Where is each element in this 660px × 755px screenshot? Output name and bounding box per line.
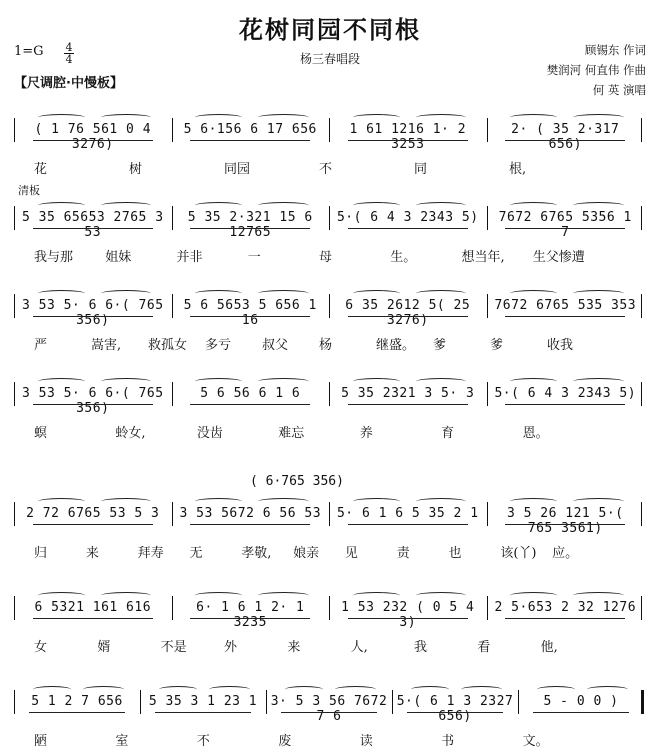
lyric: 来 — [85, 546, 99, 561]
barline — [641, 118, 642, 142]
lyric: 责 — [396, 546, 410, 561]
lyric: 读 — [359, 734, 373, 749]
slur-mark — [258, 202, 308, 209]
slur-mark — [195, 202, 242, 209]
notation-row — [14, 600, 644, 630]
credit-composer: 樊润河 何直伟 作曲 — [546, 63, 646, 77]
measure: 1 61 1216 1· 2 3253 — [349, 122, 467, 152]
measure: 5 35 3 1 23 1 — [148, 694, 258, 709]
lyrics-row — [14, 158, 644, 177]
barline — [641, 690, 644, 714]
barline — [14, 596, 15, 620]
slur-mark — [573, 592, 623, 599]
lyric: 他, — [540, 640, 558, 655]
measure: 5·( 6 1 3 2327 656) — [396, 694, 514, 724]
credit-lyricist: 顾锡东 作词 — [584, 43, 646, 57]
barline — [14, 294, 15, 318]
lyric: 来 — [287, 640, 301, 655]
beam-underline — [33, 140, 153, 141]
measure: ( 1 76 561 0 4 3276) — [34, 122, 152, 152]
beam-underline — [505, 140, 625, 141]
notation-row — [14, 298, 644, 328]
measure: 7672 6765 5356 1 7 — [498, 210, 632, 240]
slur-mark — [353, 114, 400, 121]
song-title: 花树同园不同根 — [239, 15, 421, 44]
lyric: 人, — [350, 640, 368, 655]
lyric: 不 — [196, 734, 210, 749]
lyric: 多亏 — [205, 338, 232, 353]
time-signature — [64, 42, 74, 65]
lyric: 恩。 — [522, 426, 549, 441]
lyric: 一 — [247, 250, 261, 265]
lyric: 不是 — [160, 640, 187, 655]
slur-mark — [353, 592, 400, 599]
slur-mark — [38, 290, 85, 297]
measure: 3 53 5672 6 56 53 — [179, 506, 322, 521]
lyric: 外 — [224, 640, 238, 655]
measure: 6 35 2612 5( 25 3276) — [345, 298, 471, 328]
rubato-marking: 清板 — [18, 184, 40, 197]
slur-mark — [587, 686, 627, 693]
tempo-marking: 【尺调腔·中慢板】 — [14, 76, 123, 91]
measure: 1 53 232 ( 0 5 4 3) — [341, 600, 475, 630]
measure: 2· ( 35 2·317 656) — [511, 122, 620, 152]
lyric: 孝敬, — [241, 546, 272, 561]
lyric: 书 — [441, 734, 455, 749]
beam-underline — [348, 140, 468, 141]
lyric: 拜寿 — [137, 546, 164, 561]
notation-row — [14, 694, 644, 724]
lyric: 归 — [34, 546, 48, 561]
lyric: 不 — [319, 162, 333, 177]
barline — [172, 502, 173, 526]
barline — [641, 206, 642, 230]
barline — [487, 294, 488, 318]
barline — [487, 382, 488, 406]
barline — [172, 118, 173, 142]
lyric: 陋 — [34, 734, 48, 749]
slur-mark — [38, 202, 85, 209]
lyrics-row — [14, 636, 644, 655]
slur-mark — [285, 686, 323, 693]
slur-mark — [195, 498, 242, 505]
slur-mark — [209, 686, 249, 693]
barline — [329, 502, 330, 526]
barline — [172, 206, 173, 230]
slur-mark — [159, 686, 197, 693]
slur-mark — [510, 378, 557, 385]
lyric: 应。 — [552, 546, 579, 561]
barline — [487, 118, 488, 142]
lyric: 爹 — [490, 338, 504, 353]
lyric: 蛉女, — [115, 426, 146, 441]
measure: 5 6·156 6 17 656 — [183, 122, 317, 137]
barline — [487, 502, 488, 526]
barline — [14, 118, 15, 142]
slur-mark — [83, 686, 123, 693]
beam-underline — [190, 316, 310, 317]
slur-mark — [38, 498, 85, 505]
beam-underline — [190, 524, 310, 525]
measure: 5 35 65653 2765 3 53 — [21, 210, 164, 240]
barline — [140, 690, 141, 714]
slur-mark — [416, 378, 466, 385]
slur-mark — [510, 290, 557, 297]
lyric: 室 — [115, 734, 129, 749]
lyrics-row — [14, 334, 644, 353]
lyrics-row — [14, 542, 644, 561]
lyric: 继盛。 — [376, 338, 416, 353]
lyric: 螟 — [34, 426, 48, 441]
slur-mark — [101, 114, 151, 121]
measure: 3· 5 3 56 7672 7 6 — [270, 694, 388, 724]
barline — [329, 382, 330, 406]
beam-underline — [505, 228, 625, 229]
lyric: 女 — [34, 640, 48, 655]
slur-mark — [416, 202, 466, 209]
beam-underline — [533, 712, 629, 713]
beam-underline — [33, 404, 153, 405]
slur-mark — [195, 378, 242, 385]
beam-underline — [348, 618, 468, 619]
measure: 6· 1 6 1 2· 1 3235 — [196, 600, 305, 630]
lyric: 叔父 — [262, 338, 289, 353]
measure: 3 5 26 121 5·( 765 3561) — [506, 506, 624, 536]
slur-mark — [195, 114, 242, 121]
barline — [641, 596, 642, 620]
slur-mark — [258, 114, 308, 121]
slur-mark — [258, 498, 308, 505]
measure: 6 5321 161 616 — [34, 600, 152, 615]
beam-underline — [348, 316, 468, 317]
beam-underline — [505, 404, 625, 405]
beam-underline — [505, 316, 625, 317]
slur-mark — [258, 592, 308, 599]
barline — [392, 690, 393, 714]
slur-mark — [411, 686, 449, 693]
measure: 5· 6 1 6 5 35 2 1 — [336, 506, 479, 521]
beam-underline — [33, 618, 153, 619]
slur-mark — [353, 290, 400, 297]
barline — [329, 596, 330, 620]
barline — [172, 596, 173, 620]
notation-row — [14, 122, 644, 152]
lyric: 娘亲 — [293, 546, 320, 561]
lyric: 同园 — [224, 162, 251, 177]
beam-underline — [190, 140, 310, 141]
slur-mark — [101, 498, 151, 505]
slur-mark — [258, 378, 308, 385]
notation-row — [14, 210, 644, 240]
lyric: 想当年, — [461, 250, 505, 265]
barline — [14, 502, 15, 526]
meter-top: 4 — [65, 41, 73, 54]
slur-mark — [353, 202, 400, 209]
barline — [14, 690, 15, 714]
lyric: 同 — [414, 162, 428, 177]
lyric: 根, — [509, 162, 527, 177]
lyric: 爹 — [433, 338, 447, 353]
measure: 3 53 5· 6 6·( 765 356) — [21, 386, 164, 416]
lyric: 生。 — [390, 250, 417, 265]
slur-mark — [195, 592, 242, 599]
slur-mark — [573, 498, 623, 505]
lyrics-row — [14, 246, 644, 265]
lyric: 收我 — [547, 338, 574, 353]
beam-underline — [505, 524, 625, 525]
lyric: 我 — [414, 640, 428, 655]
beam-underline — [33, 228, 153, 229]
song-subtitle: 杨三春唱段 — [299, 52, 360, 66]
credit-singer: 何 英 演唱 — [592, 83, 646, 97]
beam-underline — [281, 712, 377, 713]
slur-mark — [101, 202, 151, 209]
beam-underline — [190, 618, 310, 619]
barline — [518, 690, 519, 714]
lyric: 养 — [359, 426, 373, 441]
beam-underline — [155, 712, 251, 713]
key-signature: 1=G — [14, 44, 44, 59]
beam-underline — [505, 618, 625, 619]
measure: 5 1 2 7 656 — [31, 694, 123, 709]
lyric: 无 — [189, 546, 203, 561]
beam-underline — [190, 228, 310, 229]
barline — [329, 118, 330, 142]
slur-mark — [416, 290, 466, 297]
lyric: 姐妹 — [105, 250, 132, 265]
lyric: 严 — [34, 338, 48, 353]
lyrics-row — [14, 730, 644, 749]
beam-underline — [348, 524, 468, 525]
measure: 5 6 56 6 1 6 — [200, 386, 301, 401]
slur-mark — [258, 290, 308, 297]
slur-mark — [416, 498, 466, 505]
slur-mark — [335, 686, 375, 693]
measure: 5 35 2321 3 5· 3 — [341, 386, 475, 401]
slur-mark — [537, 686, 575, 693]
barline — [641, 294, 642, 318]
lyric: 看 — [477, 640, 491, 655]
barline — [172, 294, 173, 318]
measure: 5 6 5653 5 656 1 16 — [183, 298, 317, 328]
slur-mark — [573, 202, 623, 209]
measure: 5 35 2·321 15 6 12765 — [187, 210, 313, 240]
measure: 3 53 5· 6 6·( 765 356) — [21, 298, 164, 328]
lyric: 婿 — [97, 640, 111, 655]
barline — [14, 382, 15, 406]
barline — [329, 294, 330, 318]
slur-mark — [195, 290, 242, 297]
lyrics-row — [14, 422, 644, 441]
beam-underline — [348, 404, 468, 405]
lyric: 我与那 — [34, 250, 74, 265]
barline — [641, 502, 642, 526]
lyric: 嵩害, — [91, 338, 122, 353]
barline — [487, 596, 488, 620]
slur-mark — [33, 686, 71, 693]
beam-underline — [33, 316, 153, 317]
credits — [547, 40, 646, 100]
barline — [266, 690, 267, 714]
lyric: 花 — [34, 162, 48, 177]
beam-underline — [29, 712, 125, 713]
beam-underline — [33, 524, 153, 525]
ornament-notes: ( 6·765 356) — [250, 474, 344, 489]
measure: 7672 6765 535 353 — [494, 298, 637, 313]
lyric: 育 — [441, 426, 455, 441]
measure: 2 72 6765 53 5 3 — [26, 506, 160, 521]
lyric: 没齿 — [196, 426, 223, 441]
lyric: 杨 — [319, 338, 333, 353]
lyric: 难忘 — [278, 426, 305, 441]
slur-mark — [101, 378, 151, 385]
measure: 5 - 0 0 ) — [543, 694, 619, 709]
slur-mark — [101, 290, 151, 297]
measure: 5·( 6 4 3 2343 5) — [336, 210, 479, 225]
barline — [329, 206, 330, 230]
slur-mark — [510, 202, 557, 209]
slur-mark — [416, 114, 466, 121]
beam-underline — [407, 712, 503, 713]
notation-row — [14, 386, 644, 416]
slur-mark — [38, 378, 85, 385]
slur-mark — [510, 114, 557, 121]
beam-underline — [190, 404, 310, 405]
slur-mark — [353, 378, 400, 385]
slur-mark — [461, 686, 501, 693]
lyric: 文。 — [522, 734, 549, 749]
lyric: 母 — [319, 250, 333, 265]
barline — [14, 206, 15, 230]
meter-bottom: 4 — [65, 53, 73, 66]
slur-mark — [510, 592, 557, 599]
slur-mark — [101, 592, 151, 599]
slur-mark — [573, 290, 623, 297]
slur-mark — [510, 498, 557, 505]
slur-mark — [573, 378, 623, 385]
lyric: 树 — [129, 162, 143, 177]
slur-mark — [353, 498, 400, 505]
barline — [487, 206, 488, 230]
barline — [641, 382, 642, 406]
beam-underline — [348, 228, 468, 229]
lyric: 也 — [448, 546, 462, 561]
lyric: 并非 — [176, 250, 203, 265]
lyric: 见 — [344, 546, 358, 561]
slur-mark — [573, 114, 623, 121]
slur-mark — [38, 114, 85, 121]
measure: 2 5·653 2 32 1276 — [494, 600, 637, 615]
lyric: 废 — [278, 734, 292, 749]
notation-row — [14, 506, 644, 536]
lyric: 该(丫) — [500, 546, 537, 561]
measure: 5·( 6 4 3 2343 5) — [494, 386, 637, 401]
lyric: 救孤女 — [148, 338, 188, 353]
slur-mark — [38, 592, 85, 599]
lyric: 生父惨遭 — [532, 250, 585, 265]
barline — [172, 382, 173, 406]
slur-mark — [416, 592, 466, 599]
